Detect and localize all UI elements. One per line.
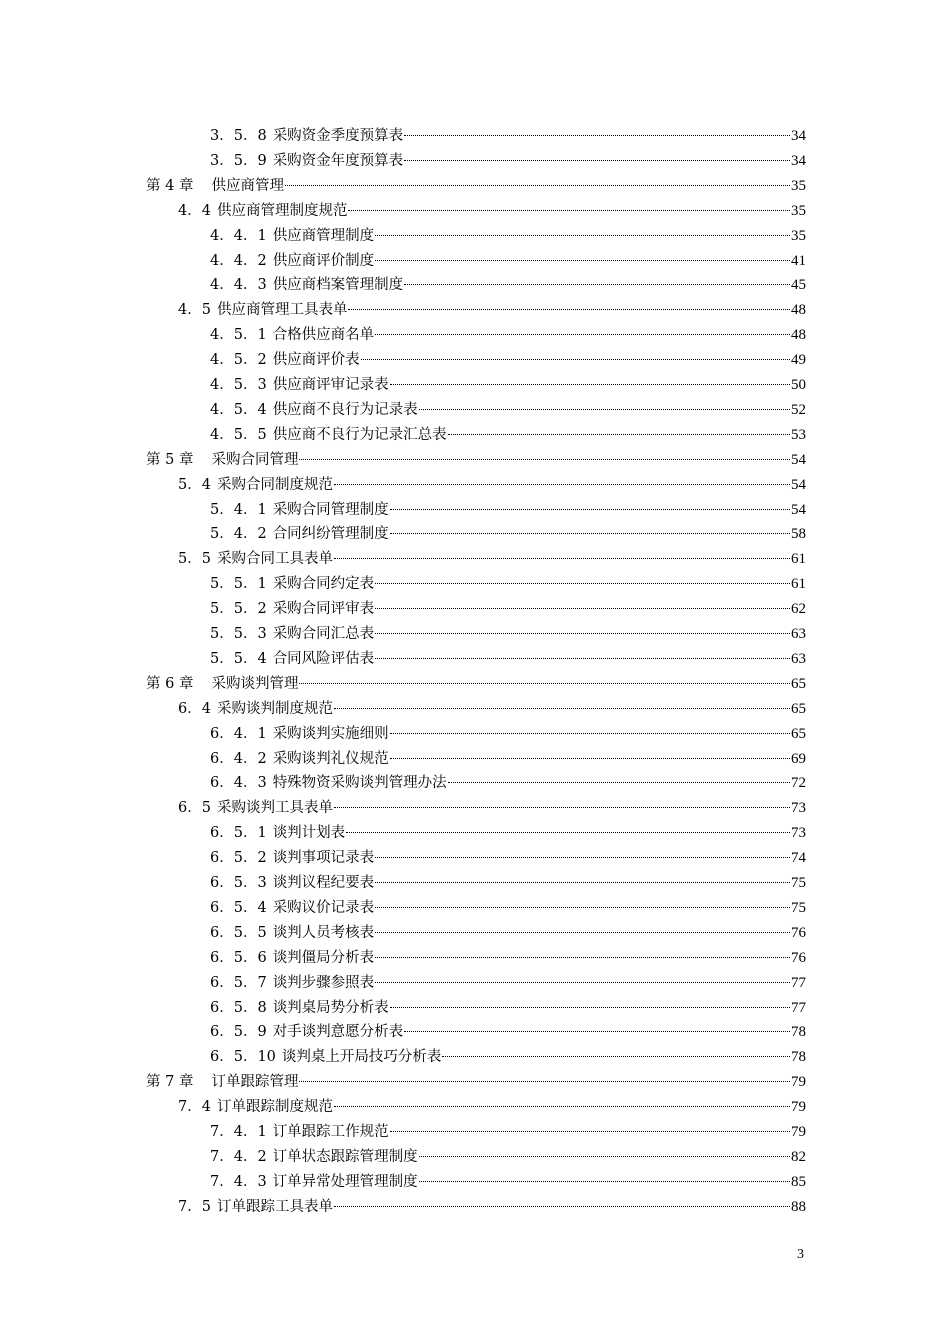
toc-entry-label [210, 423, 447, 447]
dot-leader [375, 932, 790, 933]
toc-entry-page: 77 [791, 999, 806, 1016]
toc-entry[interactable] [178, 473, 806, 497]
toc-entry-number: 5．4．2 [210, 526, 267, 543]
dot-leader [285, 185, 790, 186]
toc-entry-label [178, 796, 333, 820]
toc-entry-title: 谈判议程纪要表 [272, 875, 375, 891]
toc-entry-page: 65 [791, 675, 806, 692]
toc-entry-label [210, 1170, 418, 1194]
toc-entry-label [210, 971, 374, 995]
toc-entry-label [210, 722, 389, 746]
toc-entry[interactable] [210, 1020, 806, 1044]
toc-entry-label [146, 672, 298, 696]
toc-entry-page: 35 [791, 227, 806, 244]
dot-leader [299, 459, 790, 460]
toc-entry[interactable] [210, 224, 806, 248]
toc-entry-label [210, 821, 345, 845]
dot-leader [375, 235, 790, 236]
toc-entry[interactable] [146, 174, 806, 198]
toc-entry-label [210, 373, 389, 397]
toc-entry-title: 特殊物资采购谈判管理办法 [272, 775, 447, 792]
toc-entry-label [146, 1070, 298, 1094]
toc-entry-page: 61 [791, 551, 806, 568]
toc-entry-page: 77 [791, 974, 806, 991]
dot-leader [334, 558, 790, 559]
toc-entry-page: 62 [791, 601, 806, 618]
toc-entry-number: 第 5 章 [146, 451, 194, 468]
toc-entry[interactable] [210, 348, 806, 372]
toc-entry-page: 52 [791, 401, 806, 418]
dot-leader [442, 1056, 790, 1057]
toc-entry-number: 6．5．7 [210, 974, 267, 991]
toc-entry-number: 6．4．2 [210, 750, 267, 767]
toc-entry-number: 7．4 [178, 1099, 211, 1116]
toc-entry-number: 4．5．5 [210, 426, 267, 443]
toc-entry-page: 50 [791, 377, 806, 393]
toc-entry-page: 35 [791, 177, 806, 194]
toc-entry-label [210, 273, 403, 297]
toc-entry-number: 6．5．10 [210, 1049, 276, 1066]
toc-entry-page: 34 [791, 152, 806, 169]
toc-entry[interactable] [178, 697, 806, 721]
dot-leader [390, 533, 790, 534]
toc-entry-title: 采购资金季度预算表 [272, 128, 404, 144]
toc-entry-number: 5．5．2 [210, 601, 267, 618]
toc-entry-number: 3．5．9 [210, 152, 267, 169]
toc-entry-label [178, 298, 347, 322]
toc-entry-title: 采购合同制度规范 [216, 476, 333, 493]
toc-entry-label [210, 124, 403, 148]
toc-entry-title: 供应商评价表 [272, 352, 360, 369]
toc-entry[interactable] [210, 871, 806, 895]
toc-entry-number: 3．5．8 [210, 128, 267, 144]
toc-entry-page: 54 [791, 501, 806, 518]
toc-entry-title: 供应商管理工具表单 [216, 302, 348, 319]
toc-entry[interactable] [210, 1145, 806, 1169]
toc-entry-title: 供应商管理制度 [272, 227, 375, 244]
toc-entry-label [210, 398, 418, 422]
page-number: 3 [797, 1247, 804, 1262]
toc-entry-label [210, 896, 374, 920]
toc-entry-page: 88 [791, 1198, 806, 1215]
dot-leader [404, 160, 790, 161]
toc-entry[interactable] [210, 373, 806, 397]
toc-entry[interactable] [210, 846, 806, 870]
toc-entry-page: 73 [791, 825, 806, 842]
toc-entry[interactable] [210, 771, 806, 795]
toc-entry-title: 订单异常处理管理制度 [272, 1173, 418, 1190]
toc-entry-label [210, 1145, 418, 1169]
toc-entry-page: 45 [791, 277, 806, 294]
dot-leader [448, 782, 790, 783]
toc-entry-number: 5．5 [178, 551, 211, 568]
toc-entry-title: 采购议价记录表 [272, 899, 375, 916]
dot-leader [390, 733, 790, 734]
toc-entry-number: 第 7 章 [146, 1074, 194, 1091]
toc-entry-number: 5．4 [178, 476, 211, 493]
toc-entry-number: 6．5．5 [210, 924, 267, 941]
toc-entry-number: 4．4．3 [210, 277, 267, 294]
toc-entry-number: 4．4．1 [210, 227, 267, 244]
toc-entry[interactable] [178, 547, 806, 571]
toc-entry-number: 6．5．2 [210, 850, 267, 867]
dot-leader [334, 1206, 790, 1207]
toc-entry-number: 4．5．4 [210, 401, 267, 418]
toc-entry-label [178, 473, 333, 497]
toc-entry-title: 订单跟踪工作规范 [272, 1124, 389, 1140]
toc-entry-number: 7．5 [178, 1198, 211, 1215]
toc-entry-page: 65 [791, 725, 806, 742]
toc-entry-number: 7．4．1 [210, 1124, 267, 1140]
toc-entry-page: 79 [791, 1124, 806, 1140]
dot-leader [375, 907, 790, 908]
toc-entry-label [146, 448, 298, 472]
toc-entry-number: 6．5．8 [210, 999, 267, 1016]
toc-entry-title: 对手谈判意愿分析表 [272, 1024, 404, 1041]
toc-entry-page: 78 [791, 1049, 806, 1066]
toc-entry-number: 6．5．9 [210, 1024, 267, 1041]
toc-entry-page: 53 [791, 426, 806, 443]
toc-entry-title: 采购合同约定表 [272, 576, 375, 593]
dot-leader [390, 509, 790, 510]
toc-entry-label [178, 697, 333, 721]
toc-entry-title: 谈判桌上开局技巧分析表 [281, 1049, 442, 1066]
toc-entry-page: 65 [791, 700, 806, 717]
toc-entry-page: 61 [791, 576, 806, 593]
toc-entry-label [210, 747, 389, 771]
toc-entry-title: 采购合同汇总表 [272, 626, 375, 642]
toc-entry-label [210, 149, 403, 173]
toc-entry-page: 63 [791, 650, 806, 667]
toc-entry-number: 4．5．1 [210, 327, 267, 344]
toc-entry[interactable] [210, 946, 806, 970]
toc-entry-number: 4．4 [178, 202, 211, 219]
dot-leader [390, 758, 790, 759]
toc-entry-label [178, 199, 347, 223]
toc-entry-label [210, 348, 360, 372]
toc-entry-label [178, 1095, 333, 1119]
toc-entry-number: 5．5．1 [210, 576, 267, 593]
toc-entry[interactable] [210, 1170, 806, 1194]
toc-entry-title: 谈判计划表 [272, 825, 346, 842]
toc-entry-label [210, 1045, 441, 1069]
toc-entry-title: 采购合同管理 [211, 451, 299, 468]
toc-entry-label [210, 921, 374, 945]
dot-leader [375, 260, 790, 261]
toc-entry-number: 4．5 [178, 302, 211, 319]
toc-entry-title: 采购资金年度预算表 [272, 152, 404, 169]
dot-leader [375, 857, 790, 858]
dot-leader [390, 1007, 790, 1008]
toc-entry[interactable] [146, 672, 806, 696]
toc-entry[interactable] [210, 572, 806, 596]
toc-entry[interactable] [210, 597, 806, 621]
toc-entry-number: 6．5．6 [210, 949, 267, 966]
toc-entry-page: 49 [791, 352, 806, 369]
toc-entry-page: 75 [791, 899, 806, 916]
dot-leader [404, 135, 790, 136]
toc-entry[interactable] [178, 1195, 806, 1219]
toc-entry-number: 6．5 [178, 800, 211, 817]
toc-entry-label [210, 871, 374, 895]
dot-leader [361, 359, 790, 360]
toc-entry-title: 谈判事项记录表 [272, 850, 375, 867]
toc-entry-number: 4．4．2 [210, 252, 267, 269]
toc-entry-number: 6．4 [178, 700, 211, 717]
toc-entry[interactable] [146, 1070, 806, 1094]
toc-entry-title: 订单状态跟踪管理制度 [272, 1148, 418, 1165]
toc-entry-number: 6．4．1 [210, 725, 267, 742]
toc-entry-title: 谈判僵局分析表 [272, 949, 375, 966]
toc-entry[interactable] [210, 423, 806, 447]
toc-entry-title: 采购谈判制度规范 [216, 700, 333, 717]
toc-entry[interactable] [210, 124, 806, 148]
toc-entry-title: 采购谈判实施细则 [272, 725, 389, 742]
toc-entry-title: 供应商评价制度 [272, 252, 375, 269]
toc-entry-title: 采购谈判礼仪规范 [272, 750, 389, 767]
toc-entry[interactable] [210, 249, 806, 273]
dot-leader [299, 1081, 790, 1082]
toc-entry-label [210, 622, 374, 646]
toc-entry-title: 合同风险评估表 [272, 650, 375, 667]
dot-leader [390, 1131, 790, 1132]
toc-entry-page: 72 [791, 775, 806, 792]
toc-entry[interactable] [210, 747, 806, 771]
toc-entry-page: 48 [791, 327, 806, 344]
toc-entry-page: 82 [791, 1148, 806, 1165]
toc-entry-number: 7．4．3 [210, 1173, 267, 1190]
toc-entry[interactable] [210, 323, 806, 347]
toc-entry-title: 供应商档案管理制度 [272, 277, 404, 294]
toc-entry[interactable] [210, 821, 806, 845]
dot-leader [334, 1106, 790, 1107]
toc-entry-label [210, 323, 374, 347]
toc-entry-title: 谈判桌局势分析表 [272, 999, 389, 1016]
toc-entry-page: 76 [791, 949, 806, 966]
toc-entry-label [210, 846, 374, 870]
toc-entry-page: 79 [791, 1074, 806, 1091]
toc-entry-title: 供应商评审记录表 [272, 377, 389, 393]
toc-entry-page: 74 [791, 850, 806, 867]
dot-leader [419, 1156, 790, 1157]
toc-entry[interactable] [210, 273, 806, 297]
toc-entry-label [210, 572, 374, 596]
dot-leader [375, 658, 790, 659]
toc-entry-label [210, 597, 374, 621]
toc-entry-label [146, 174, 284, 198]
dot-leader [348, 309, 790, 310]
toc-entry[interactable] [178, 1095, 806, 1119]
dot-leader [375, 957, 790, 958]
dot-leader [348, 210, 790, 211]
toc-entry-title: 采购谈判工具表单 [216, 800, 333, 817]
toc-entry-number: 5．4．1 [210, 501, 267, 518]
toc-entry-page: 35 [791, 202, 806, 219]
toc-entry[interactable] [210, 996, 806, 1020]
toc-entry[interactable] [210, 896, 806, 920]
dot-leader [375, 882, 790, 883]
toc-entry-title: 订单跟踪制度规范 [216, 1099, 333, 1116]
toc-entry-title: 采购合同评审表 [272, 601, 375, 618]
dot-leader [419, 1181, 790, 1182]
toc-entry[interactable] [210, 622, 806, 646]
dot-leader [334, 484, 790, 485]
toc-entry[interactable] [210, 522, 806, 546]
dot-leader [404, 284, 790, 285]
dot-leader [390, 384, 790, 385]
toc-entry-page: 63 [791, 626, 806, 642]
toc-entry-label [178, 547, 333, 571]
toc-entry-title: 合格供应商名单 [272, 327, 375, 344]
dot-leader [375, 334, 790, 335]
toc-entry-page: 75 [791, 875, 806, 891]
toc-entry[interactable] [178, 199, 806, 223]
toc-entry-number: 6．4．3 [210, 775, 267, 792]
toc-entry-number: 第 6 章 [146, 675, 194, 692]
toc-entry-page: 54 [791, 451, 806, 468]
toc-entry-number: 4．5．2 [210, 352, 267, 369]
toc-entry[interactable] [146, 448, 806, 472]
dot-leader [299, 683, 790, 684]
toc-entry-label [210, 224, 374, 248]
toc-entry-label [210, 946, 374, 970]
toc-entry-page: 69 [791, 750, 806, 767]
toc-entry-title: 采购合同工具表单 [216, 551, 333, 568]
toc-entry-label [210, 498, 389, 522]
toc-entry-label [210, 522, 389, 546]
toc-entry-title: 供应商不良行为记录汇总表 [272, 426, 447, 443]
toc-entry-page: 78 [791, 1024, 806, 1041]
toc-entry-page: 41 [791, 252, 806, 269]
toc-entry[interactable] [210, 971, 806, 995]
toc-entry-title: 订单跟踪工具表单 [216, 1198, 333, 1215]
toc-entry-title: 采购谈判管理 [211, 675, 299, 692]
toc-entry-page: 54 [791, 476, 806, 493]
toc-entry-title: 供应商管理 [211, 177, 284, 194]
toc-entry-number: 7．4．2 [210, 1148, 267, 1165]
dot-leader [448, 434, 790, 435]
toc-entry-label [210, 647, 374, 671]
toc-entry[interactable] [210, 647, 806, 671]
dot-leader [375, 583, 790, 584]
toc-entry-number: 4．5．3 [210, 377, 267, 393]
toc-entry-label [178, 1195, 333, 1219]
toc-entry-number: 6．5．1 [210, 825, 267, 842]
toc-entry-title: 订单跟踪管理 [211, 1074, 299, 1091]
toc-entry-number: 5．5．3 [210, 626, 267, 642]
dot-leader [404, 1031, 790, 1032]
dot-leader [334, 708, 790, 709]
toc-entry[interactable] [178, 298, 806, 322]
toc-entry-title: 合同纠纷管理制度 [272, 526, 389, 543]
toc-entry[interactable] [210, 398, 806, 422]
dot-leader [375, 633, 790, 634]
toc-entry-number: 第 4 章 [146, 177, 194, 194]
toc-entry-title: 供应商不良行为记录表 [272, 401, 418, 418]
toc-entry-page: 48 [791, 302, 806, 319]
toc-entry-title: 供应商管理制度规范 [216, 202, 348, 219]
toc-entry-number: 6．5．4 [210, 899, 267, 916]
toc-entry[interactable] [210, 1120, 806, 1144]
toc-entry-page: 76 [791, 924, 806, 941]
toc-entry[interactable] [210, 1045, 806, 1069]
toc-entry-title: 谈判步骤参照表 [272, 974, 375, 991]
toc-entry-label [210, 249, 374, 273]
toc-entry-label [210, 1020, 403, 1044]
toc-entry[interactable] [210, 921, 806, 945]
toc-entry-number: 5．5．4 [210, 650, 267, 667]
dot-leader [419, 409, 790, 410]
toc-entry-page: 58 [791, 526, 806, 543]
toc-entry[interactable] [210, 722, 806, 746]
toc-entry-page: 85 [791, 1173, 806, 1190]
dot-leader [375, 982, 790, 983]
dot-leader [375, 608, 790, 609]
toc-entry[interactable] [210, 498, 806, 522]
toc-entry-page: 73 [791, 800, 806, 817]
toc-entry-label [210, 996, 389, 1020]
toc-entry[interactable] [210, 149, 806, 173]
toc-entry-label [210, 1120, 389, 1144]
toc-entry-label [210, 771, 447, 795]
toc-entry-page: 79 [791, 1099, 806, 1116]
toc-entry-page: 34 [791, 128, 806, 144]
toc-entry-number: 6．5．3 [210, 875, 267, 891]
dot-leader [346, 832, 790, 833]
toc-entry-title: 采购合同管理制度 [272, 501, 389, 518]
dot-leader [334, 807, 790, 808]
toc-entry[interactable] [178, 796, 806, 820]
toc-entry-title: 谈判人员考核表 [272, 924, 375, 941]
